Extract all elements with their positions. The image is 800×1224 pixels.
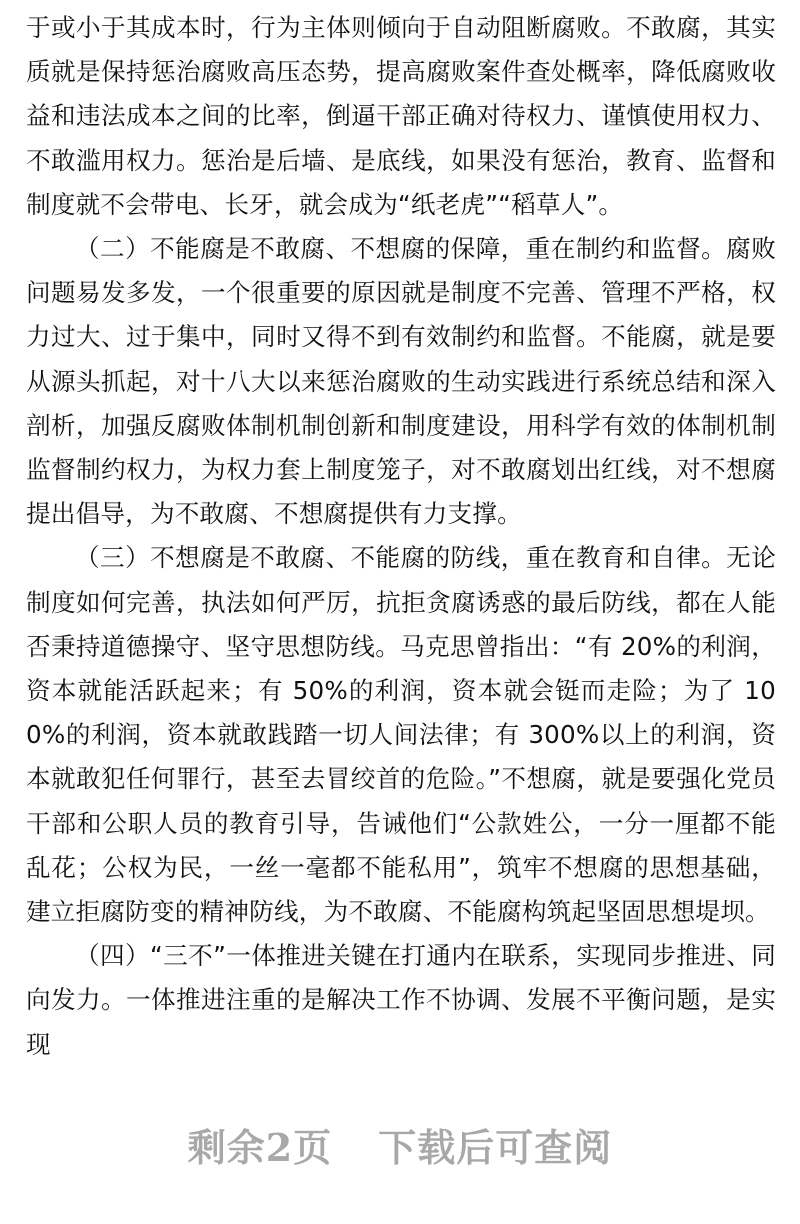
paragraph-1: 于或小于其成本时，行为主体则倾向于自动阻断腐败。不敢腐，其实质就是保持惩治腐败高压态势，提高腐败案件查处概率，降低腐败收益和违法成本之间的比率，倒逼干部正确对待权力、谨慎使用权力、不敢滥用权力。惩治是后墙、是底线，如果没有惩治，教育、监督和制度就不会带电、长牙，就会成为“纸老虎”“稻草人”。 bbox=[26, 13, 776, 219]
download-hint-label: 下载后可查阅 bbox=[378, 1125, 613, 1170]
document-body bbox=[26, 6, 776, 1067]
paragraph-3: （三）不想腐是不敢腐、不能腐的防线，重在教育和自律。无论制度如何完善，执法如何严厉，抗拒贪腐诱惑的最后防线，都在人能否秉持道德操守、坚守思想防线。马克思曾指出：“有 20%的利润，资本就能活跃起来；有 50%的利润，资本就会铤而走险；为了 100%的利润，资本就敢践踏一切人间法律；有 300%以上的利润，资本就敢犯任何罪行，甚至去冒绞首的危险。”不想腐，就是要强化党员干部和公职人员的教育引导，告诫他们“公款姓公，一分一厘都不能乱花；公权为民，一丝一毫都不能私用”，筑牢不想腐的思想基础，建立拒腐防变的精神防线，为不敢腐、不能腐构筑起坚固思想堤坝。 bbox=[26, 543, 776, 927]
paragraph-4: （四）“三不”一体推进关键在打通内在联系，实现同步推进、同向发力。一体推进注重的是解决工作不协调、发展不平衡问题，是实现 bbox=[26, 941, 776, 1059]
paragraph-2: （二）不能腐是不敢腐、不想腐的保障，重在制约和监督。腐败问题易发多发，一个很重要的原因就是制度不完善、管理不严格，权力过大、过于集中，同时又得不到有效制约和监督。不能腐，就是要从源头抓起，对十八大以来惩治腐败的生动实践进行系统总结和深入剖析，加强反腐败体制机制创新和制度建设，用科学有效的体制机制监督制约权力，为权力套上制度笼子，对不敢腐划出红线，对不想腐提出倡导，为不敢腐、不想腐提供有力支撑。 bbox=[26, 234, 776, 529]
remaining-pages-label: 剩余2页 bbox=[187, 1125, 333, 1170]
download-banner[interactable] bbox=[0, 1118, 800, 1178]
